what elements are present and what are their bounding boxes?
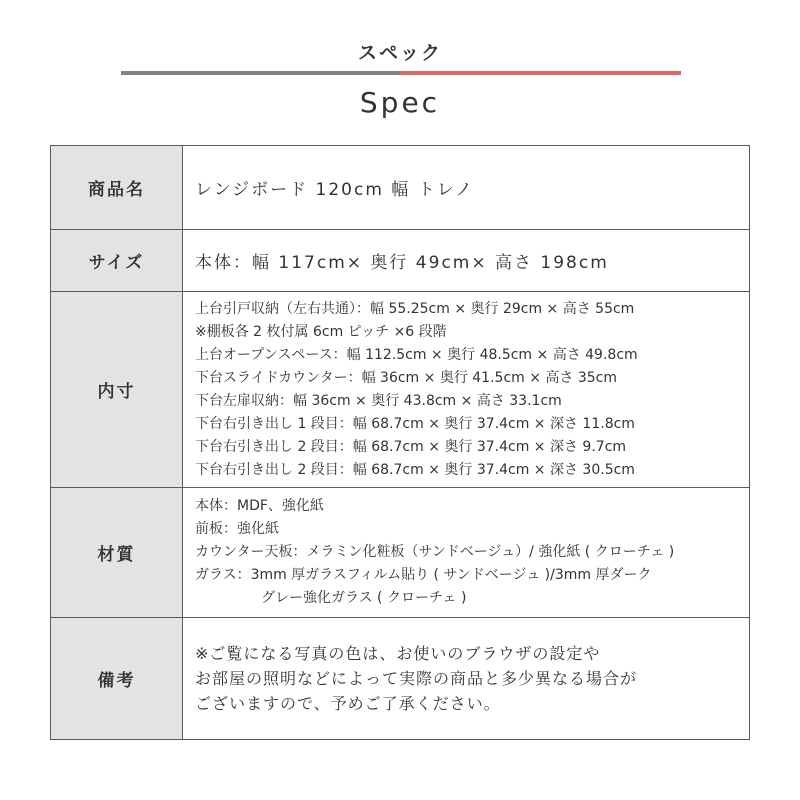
spec-line: 下台右引き出し 2 段目：幅 68.7cm × 奥行 37.4cm × 深さ 9.7cm xyxy=(195,438,627,455)
spec-label-size: サイズ xyxy=(51,230,183,292)
spec-line: レンジボード 120cm 幅 トレノ xyxy=(195,180,475,200)
spec-value-material xyxy=(183,488,750,618)
section-title-ja: スペック xyxy=(357,42,442,64)
spec-line: 下台右引き出し 1 段目：幅 68.7cm × 奥行 37.4cm × 深さ 11.8cm xyxy=(195,415,635,432)
spec-line: お部屋の照明などによって実際の商品と多少異なる場合が xyxy=(195,669,638,688)
spec-label-product-name: 商品名 xyxy=(51,146,183,230)
spec-row-product-name xyxy=(51,146,750,230)
spec-line: 下台スライドカウンター：幅 36cm × 奥行 41.5cm × 高さ 35cm xyxy=(195,369,618,386)
spec-line: 本体：幅 117cm× 奥行 49cm× 高さ 198cm xyxy=(195,253,609,273)
spec-row-remarks xyxy=(51,618,750,740)
spec-label-inner-dimensions: 内寸 xyxy=(51,292,183,488)
spec-label-material: 材質 xyxy=(51,488,183,618)
spec-line: ガラス：3mm 厚ガラスフィルム貼り ( サンドベージュ )/3mm 厚ダーク xyxy=(195,567,652,583)
spec-line: グレー強化ガラス ( クローチェ ) xyxy=(261,590,467,606)
spec-value-size xyxy=(183,230,750,292)
title-underline-right xyxy=(401,71,681,75)
spec-value-product-name xyxy=(183,146,750,230)
spec-line: 上台オープンスペース：幅 112.5cm × 奥行 48.5cm × 高さ 49.8cm xyxy=(195,346,638,363)
spec-line: ございますので、予めご了承ください。 xyxy=(195,694,501,713)
spec-line: ※ご覧になる写真の色は、お使いのブラウザの設定や xyxy=(195,644,601,663)
spec-value-remarks xyxy=(183,618,750,740)
spec-line: カウンター天板：メラミン化粧板（サンドベージュ）/ 強化紙 ( クローチェ ) xyxy=(195,544,675,560)
spec-line: 下台左扉収納：幅 36cm × 奥行 43.8cm × 高さ 33.1cm xyxy=(195,392,562,409)
section-title-en: Spec xyxy=(359,86,441,119)
spec-value-inner-dimensions xyxy=(183,292,750,488)
spec-line: 前板：強化紙 xyxy=(195,521,279,537)
spec-table xyxy=(50,145,750,740)
spec-line: ※棚板各 2 枚付属 6cm ピッチ ×6 段階 xyxy=(195,323,447,340)
spec-label-remarks: 備考 xyxy=(51,618,183,740)
spec-line: 下台右引き出し 2 段目：幅 68.7cm × 奥行 37.4cm × 深さ 30.5cm xyxy=(195,461,635,478)
title-underline-left xyxy=(121,71,401,75)
spec-row-size xyxy=(51,230,750,292)
spec-row-material xyxy=(51,488,750,618)
spec-row-inner-dimensions xyxy=(51,292,750,488)
spec-line: 上台引戸収納（左右共通）：幅 55.25cm × 奥行 29cm × 高さ 55cm xyxy=(195,300,635,317)
spec-line: 本体：MDF、強化紙 xyxy=(195,498,324,514)
